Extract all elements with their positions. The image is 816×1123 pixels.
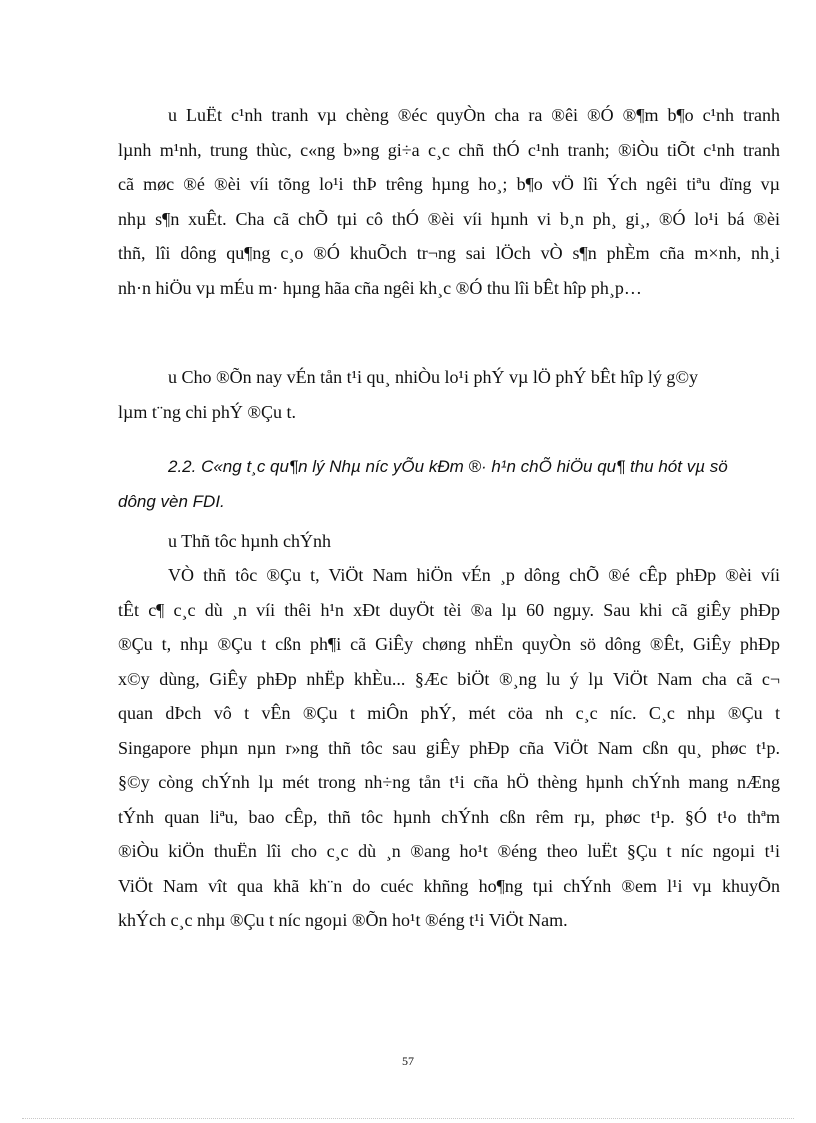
- subheading-administrative-procedures: [118, 524, 780, 559]
- text-line: u Cho ®Õn nay vÉn tån t¹i qu¸ nhiÒu lo¹i phÝ vµ lÖ phÝ bÊt hîp lý g©y: [168, 367, 698, 387]
- paragraph-competition-law: [118, 98, 780, 305]
- page-bottom-divider: [22, 1118, 794, 1119]
- text-line: quan dÞch vô t vÊn ®Çu t miÔn phÝ, mét cöa nh c¸c níc. C¸c nhµ ®Çu t: [118, 703, 780, 723]
- text-line: x©y dùng, GiÊy phÐp nhËp khÈu... §Æc biÖt ®¸ng lu ý lµ ViÖt Nam cha cã c¬: [118, 668, 780, 689]
- heading-line: 2.2. C«ng t¸c qu¶n lý Nhµ níc yÕu kÐm ®· h¹n chÕ hiÖu qu¶ thu hót vµ sö: [168, 457, 728, 476]
- text-line: u LuËt c¹nh tranh vµ chèng ®éc quyÒn cha ra ®êi ®Ó ®¶m b¶o c¹nh tranh: [168, 105, 780, 125]
- paragraph-fees: [118, 360, 780, 429]
- text-line: thñ, lîi dông qu¶ng c¸o ®Ó khuÕch tr¬ng sai lÖch vÒ s¶n phÈm cña m×nh, nh¸i: [118, 243, 780, 263]
- text-line: cã møc ®é ®èi víi tõng lo¹i thÞ trêng hµng ho¸; b¶o vÖ lîi Ých ngêi tiªu dïng vµ: [118, 174, 780, 194]
- text-line: Singapore phµn nµn r»ng thñ tôc sau giÊy phÐp cña ViÖt Nam cßn qu¸ phøc t¹p.: [118, 737, 780, 758]
- section-heading: [118, 450, 780, 519]
- text-line: ®Çu t, nhµ ®Çu t cßn ph¶i cã GiÊy chøng nhËn quyÒn sö dông ®Êt, GiÊy phÐp: [118, 634, 780, 654]
- text-line: ®iÒu kiÖn thuËn lîi cho c¸c dù ¸n ®ang ho¹t ®éng theo luËt §Çu t níc ngoµi t¹i: [118, 841, 780, 861]
- text-line: nhµ s¶n xuÊt. Cha cã chÕ tµi cô thÓ ®èi víi hµnh vi b¸n ph¸ gi¸, ®Ó lo¹i bá ®èi: [118, 208, 780, 229]
- heading-line: dông vèn FDI.: [118, 491, 225, 511]
- text-line: tÊt c¶ c¸c dù ¸n víi thêi h¹n xÐt duyÖt tèi ®a lµ 60 ngµy. Sau khi cã giÊy phÐp: [118, 599, 780, 620]
- text-line: ViÖt Nam vît qua khã kh¨n do cuéc khñng ho¶ng tµi chÝnh ®em l¹i vµ khuyÕn: [118, 875, 780, 896]
- page-number: 57: [402, 1054, 414, 1068]
- text-line: lµnh m¹nh, trung thùc, c«ng b»ng gi÷a c¸c chñ thÓ c¹nh tranh; ®iÒu tiÕt c¹nh tranh: [118, 139, 780, 160]
- paragraph-procedures: [118, 558, 780, 938]
- text-line: u Thñ tôc hµnh chÝnh: [168, 531, 332, 551]
- text-line: lµm t¨ng chi phÝ ®Çu t.: [118, 401, 297, 422]
- text-line: §©y còng chÝnh lµ mét trong nh÷ng tån t¹i cña hÖ thèng hµnh chÝnh mang nÆng: [118, 772, 780, 792]
- text-line: khÝch c¸c nhµ ®Çu t níc ngoµi ®Õn ho¹t ®éng t¹i ViÖt Nam.: [118, 910, 568, 930]
- text-line: nh·n hiÖu vµ mÉu m· hµng hãa cña ngêi kh¸c ®Ó thu lîi bÊt hîp ph¸p…: [118, 277, 642, 298]
- text-line: VÒ thñ tôc ®Çu t, ViÖt Nam hiÖn vÉn ¸p dông chÕ ®é cÊp phÐp ®èi víi: [168, 565, 780, 585]
- text-line: tÝnh quan liªu, bao cÊp, thñ tôc hµnh chÝnh cßn rêm rµ, phøc t¹p. §Ó t¹o thªm: [118, 806, 780, 827]
